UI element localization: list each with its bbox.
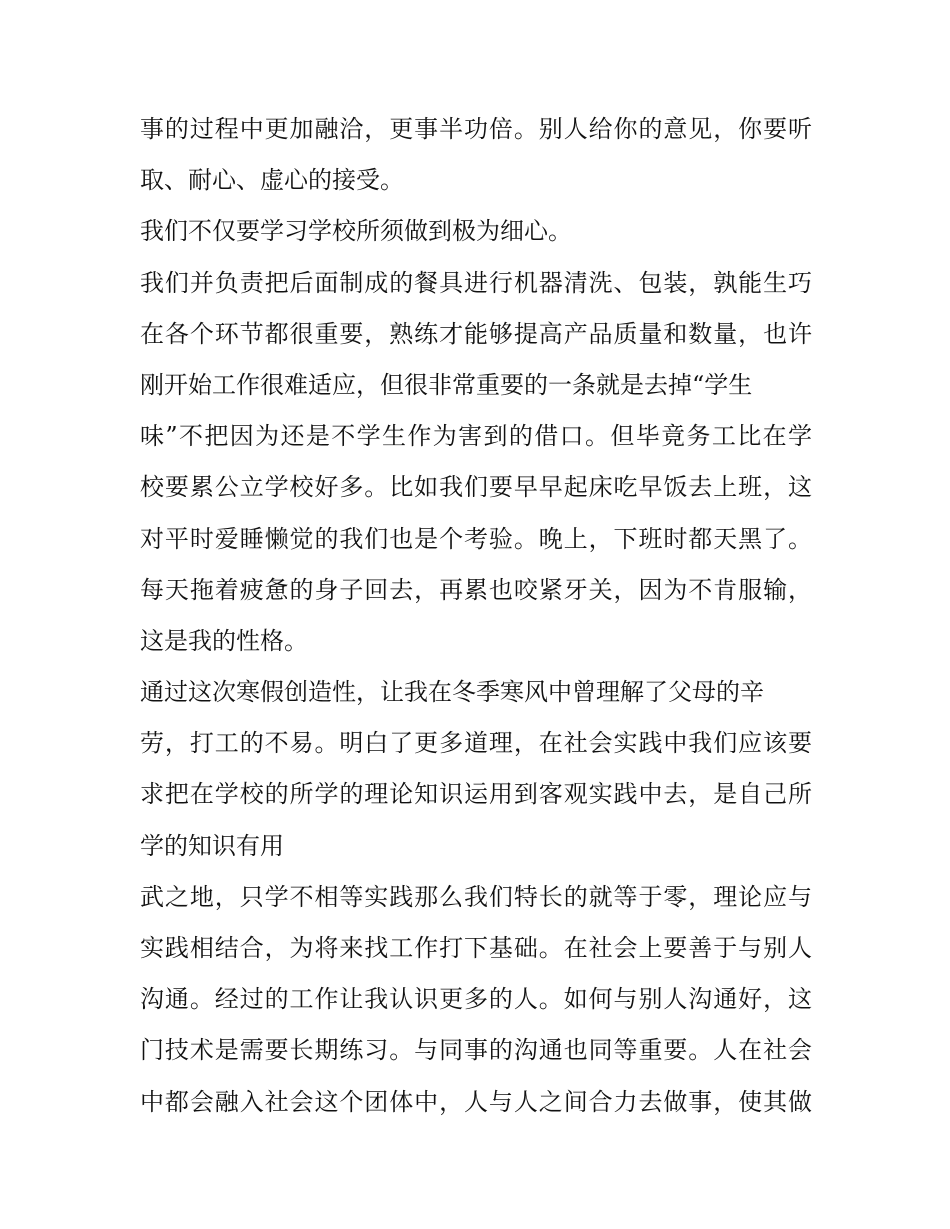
text-line: 中都会融入社会这个团体中，人与人之间合力去做事，使其做 [140, 1087, 812, 1116]
text-line: 味”不把因为还是不学生作为害到的借口。但毕竟务工比在学 [140, 422, 812, 451]
text-line: 实践相结合，为将来找工作打下基础。在社会上要善于与别人 [140, 934, 812, 962]
body-text [140, 104, 812, 1128]
text-line: 对平时爱睡懒觉的我们也是个考验。晚上，下班时都天黑了。 [140, 524, 812, 553]
text-line: 通过这次寒假创造性，让我在冬季寒风中曾理解了父母的辛 [140, 678, 764, 707]
text-line: 门技术是需要长期练习。与同事的沟通也同等重要。人在社会 [140, 1036, 812, 1065]
text-line: 我们不仅要学习学校所须做到极为细心。 [140, 217, 572, 246]
text-line: 这是我的性格。 [140, 626, 308, 655]
text-line: 我们并负责把后面制成的餐具进行机器清洗、包装，孰能生巧 [140, 268, 812, 297]
text-line: 刚开始工作很难适应，但很非常重要的一条就是去掉“学生 [140, 370, 753, 399]
text-line: 校要累公立学校好多。比如我们要早早起床吃早饭去上班，这 [140, 473, 812, 502]
text-line: 每天拖着疲惫的身子回去，再累也咬紧牙关，因为不肯服输， [140, 575, 812, 604]
text-line: 沟通。经过的工作让我认识更多的人。如何与别人沟通好，这 [140, 985, 812, 1014]
text-line: 学的知识有用 [140, 831, 284, 860]
text-line: 在各个环节都很重要，熟练才能够提高产品质量和数量，也许 [140, 319, 812, 348]
text-line: 求把在学校的所学的理论知识运用到客观实践中去，是自己所 [140, 780, 812, 809]
text-line: 劳，打工的不易。明白了更多道理，在社会实践中我们应该要 [140, 729, 812, 758]
text-line: 武之地，只学不相等实践那么我们特长的就等于零，理论应与 [140, 882, 812, 911]
text-line: 事的过程中更加融洽，更事半功倍。别人给你的意见，你要听 [140, 115, 812, 143]
text-line: 取、耐心、虚心的接受。 [140, 166, 404, 195]
